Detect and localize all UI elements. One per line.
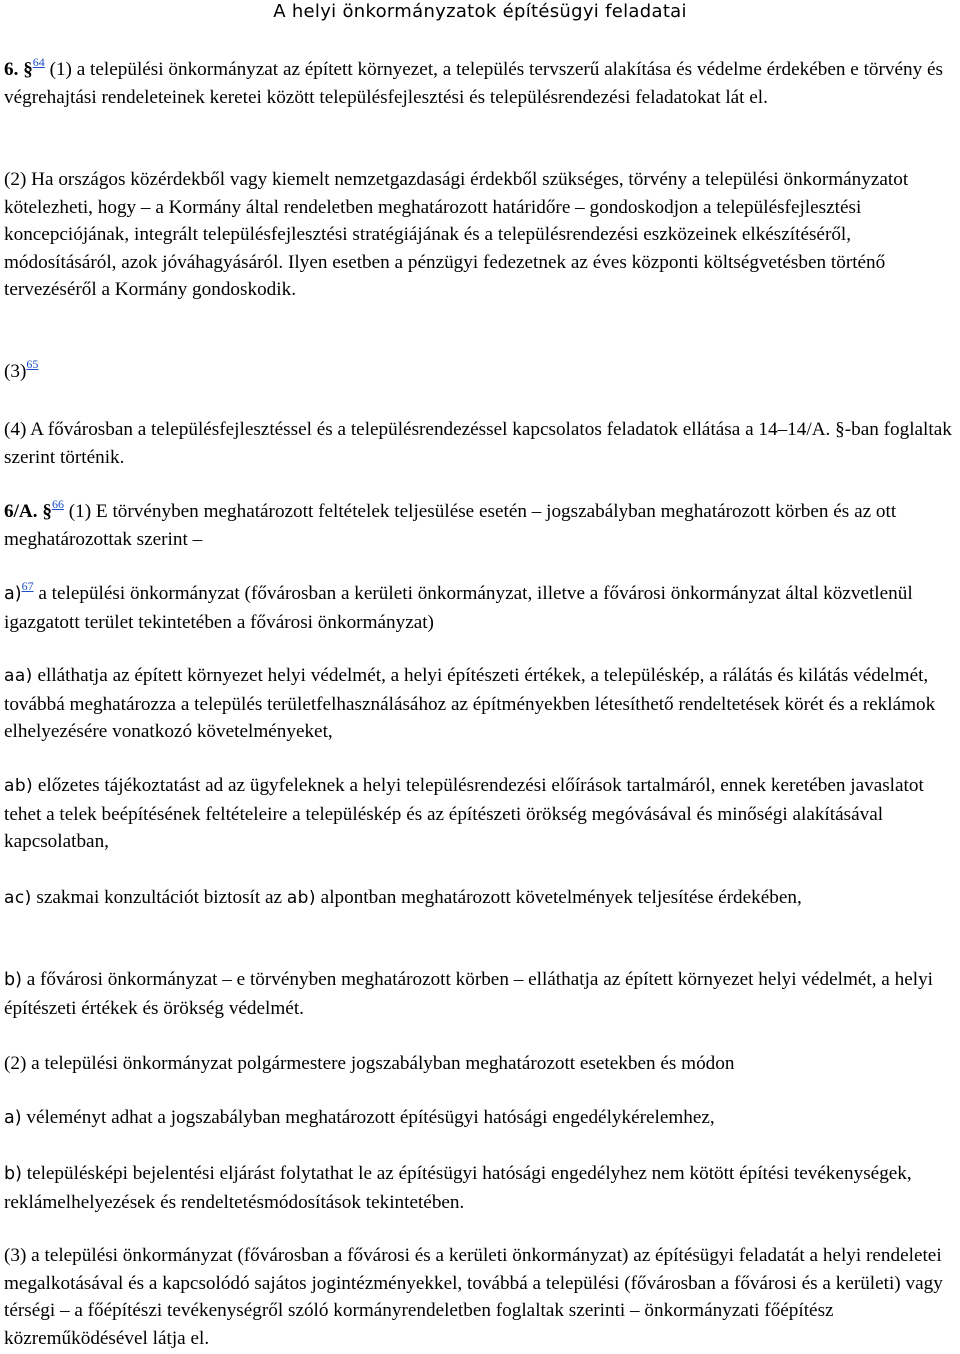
footnote-link-67[interactable]: 67 (21, 579, 34, 593)
paragraph-text: (4) A fővárosban a településfejlesztéssel és a településrendezéssel kapcsolatos feladatok ellátása a 14–14/A. §-ban foglaltak szerint történik. (4, 419, 952, 468)
paragraph-text: véleményt adhat a jogszabályban meghatározott építésügyi hatósági engedélykérelemhez, (26, 1107, 715, 1128)
paragraph-text: (3) a települési önkormányzat (fővárosban a fővárosi és a kerületi önkormányzat) az építésügyi feladatát a helyi rendeletei megalkotásával és a kapcsolódó sajátos jogintézményekkel, továbbá a települési (fővárosban a fővárosi és a kerületi) vagy térségi – a főépítészi tevékenységről szóló kormányrendeletben foglaltak szerinti – önkormányzati főépítész közreműködésével látja el. (4, 1245, 943, 1349)
point-2-a (4, 1104, 954, 1133)
paragraph-text-tail: alpontban meghatározott követelmények teljesítése érdekében, (320, 887, 802, 908)
section-6-paragraph-4 (4, 416, 954, 471)
paragraph-text: (1) a települési önkormányzat az épített környezet, a település tervszerű alakítása és védelme érdekében e törvény és végrehajtási rendeleteinek keretei között településfejlesztési és településrendezési feladatokat lát el. (4, 59, 943, 108)
paragraph-number: (3) (4, 361, 27, 382)
section-6a-paragraph-2 (4, 1050, 954, 1078)
point-label: ab) (4, 776, 34, 796)
point-label: aa) (4, 666, 33, 686)
point-b (4, 966, 954, 1022)
section-number: 6/A. § (4, 501, 52, 522)
running-header: A helyi önkormányzatok építésügyi feladatai (273, 1, 687, 22)
point-label: b) (4, 1164, 22, 1184)
point-ac (4, 884, 954, 913)
point-aa (4, 662, 954, 746)
point-2-b (4, 1160, 954, 1216)
point-label: ac) (4, 888, 32, 908)
footnote-link-65[interactable]: 65 (26, 357, 39, 371)
footnote-link-64[interactable]: 64 (32, 55, 45, 69)
section-6a-paragraph-3 (4, 1242, 954, 1352)
section-6a-paragraph-1 (4, 498, 954, 553)
paragraph-text: elláthatja az épített környezet helyi védelmét, a helyi építészeti értékek, a településkép, a rálátás és kilátás védelmét, továbbá meghatározza a település területfelhasználásához az építményekben létesíthető rendeltetések körét és a reklámok elhelyezésére vonatkozó követelményeket, (4, 665, 936, 742)
paragraph-text: (2) Ha országos közérdekből vagy kiemelt nemzetgazdasági érdekből szükséges, törvény a települési önkormányzatot kötelezheti, hogy – a Kormány által rendeletben meghatározott határidőre – gondoskodjon a településfejlesztési koncepciójának, integrált településfejlesztési stratégiájának és a településrendezési eszközeinek elkészítéséről, módosításáról, azok jóváhagyásáról. Ilyen esetben a pénzügyi fedezetnek az éves központi költségvetésben történő tervezéséről a Kormány gondoskodik. (4, 169, 909, 300)
paragraph-text: előzetes tájékoztatást ad az ügyfeleknek a helyi településrendezési előírások tartalmáról, ennek keretében javaslatot tehet a telek beépítésének feltételeire a településkép és az építészeti örökség megóvásával és minőségi alakításával kapcsolatban, (4, 775, 924, 852)
section-number: 6. § (4, 59, 33, 80)
point-reference: ab) (286, 888, 316, 908)
paragraph-text: szakmai konzultációt biztosít az (36, 887, 283, 908)
paragraph-text: (2) a települési önkormányzat polgármestere jogszabályban meghatározott esetekben és módon (4, 1053, 735, 1074)
section-6-paragraph-3 (4, 358, 954, 386)
paragraph-text: (1) E törvényben meghatározott feltételek teljesülése esetén – jogszabályban meghatározott körben és az ott meghatározottak szerint – (4, 501, 897, 550)
point-label: b) (4, 970, 22, 990)
point-label: a) (4, 1108, 22, 1128)
paragraph-text: településképi bejelentési eljárást folytathat le az építésügyi hatósági engedélyhez nem kötött építési tevékenységek, reklámelhelyezések és rendeltetésmódosítások tekintetében. (4, 1163, 912, 1213)
point-label: a) (4, 584, 22, 604)
footnote-link-66[interactable]: 66 (51, 497, 64, 511)
section-6-paragraph-2 (4, 166, 954, 304)
section-6-paragraph-1 (4, 56, 954, 111)
paragraph-text: a települési önkormányzat (fővárosban a kerületi önkormányzat, illetve a fővárosi önkormányzat által közvetlenül igazgatott terület tekintetében a fővárosi önkormányzat) (4, 583, 913, 633)
paragraph-text: a fővárosi önkormányzat – e törvényben meghatározott körben – elláthatja az épített környezet helyi védelmét, a helyi építészeti értékek és örökség védelmét. (4, 969, 933, 1019)
point-a (4, 580, 954, 636)
point-ab (4, 772, 954, 856)
